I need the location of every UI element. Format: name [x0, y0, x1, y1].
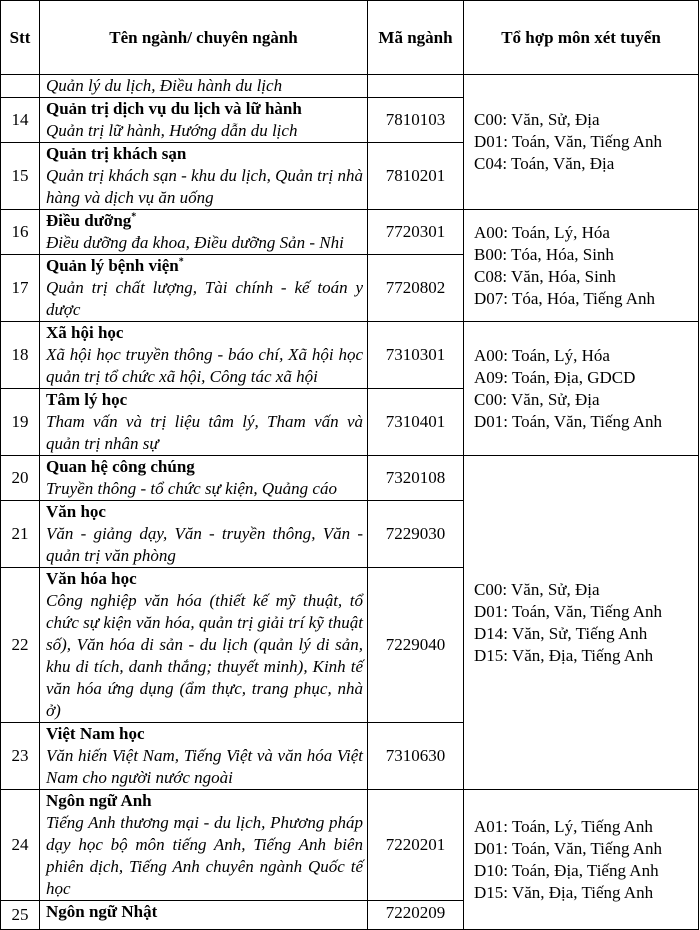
major-title-text: Quản lý bệnh viện: [46, 256, 179, 275]
major-cell: [40, 75, 368, 98]
major-title: Tâm lý học: [46, 390, 128, 409]
stt-cell: 16: [1, 210, 40, 255]
combination-line: D14: Văn, Sử, Tiếng Anh: [474, 623, 648, 643]
major-title: Việt Nam học: [46, 724, 145, 743]
major-title: Văn hóa học: [46, 569, 137, 588]
combination-line: D01: Toán, Văn, Tiếng Anh: [474, 838, 663, 858]
stt-cell: 22: [1, 568, 40, 723]
table-header-row: [1, 1, 699, 75]
major-cell: [40, 210, 368, 255]
code-cell: 7720802: [368, 255, 464, 322]
stt-cell: 23: [1, 723, 40, 790]
table-row: [1, 790, 699, 901]
stt-cell: 20: [1, 456, 40, 501]
major-title: Quản trị dịch vụ du lịch và lữ hành: [46, 99, 302, 118]
major-cell: [40, 322, 368, 389]
code-cell: 7310301: [368, 322, 464, 389]
stt-cell: 24: [1, 790, 40, 901]
major-title: [46, 210, 363, 232]
specialization-text: Xã hội học truyền thông - báo chí, Xã hội học quản trị tổ chức xã hội, Công tác xã hội: [46, 345, 363, 386]
major-title: Ngôn ngữ Anh: [46, 791, 152, 810]
specialization-text: Công nghiệp văn hóa (thiết kế mỹ thuật, tổ chức sự kiện văn hóa, quản trị giải trí kỹ thuật số), Văn hóa di sản - du lịch (quản lý di sản, khu di tích, danh thắng; thuyết minh), Kinh tế văn hóa ứng dụng (ẩm thực, trang phục, nhà ở): [46, 591, 363, 720]
header-major-name: Tên ngành/ chuyên ngành: [40, 1, 368, 75]
major-cell: [40, 790, 368, 901]
major-title: Quản trị khách sạn: [46, 144, 187, 163]
table-row: [1, 210, 699, 255]
header-major-code: Mã ngành: [368, 1, 464, 75]
major-cell: [40, 143, 368, 210]
specialization-text: Tiếng Anh thương mại - du lịch, Phương pháp dạy học bộ môn tiếng Anh, Tiếng Anh biên phiên dịch, Tiếng Anh chuyên ngành Quốc tế học: [46, 813, 363, 898]
combination-line: D15: Văn, Địa, Tiếng Anh: [474, 882, 654, 902]
major-title: Quan hệ công chúng: [46, 457, 195, 476]
combination-line: A00: Toán, Lý, Hóa: [474, 345, 610, 365]
code-cell: 7320108: [368, 456, 464, 501]
combination-line: C08: Văn, Hóa, Sinh: [474, 266, 616, 286]
combination-line: C00: Văn, Sử, Địa: [474, 110, 600, 129]
code-cell: 7220209: [368, 901, 464, 930]
code-cell: 7720301: [368, 210, 464, 255]
major-title: Xã hội học: [46, 323, 124, 342]
combination-line: D07: Tóa, Hóa, Tiếng Anh: [474, 288, 656, 308]
combination-group-3: [464, 322, 699, 456]
stt-cell: 15: [1, 143, 40, 210]
specialization-text: Quản trị chất lượng, Tài chính - kế toán y dược: [46, 278, 363, 319]
code-cell: [368, 75, 464, 98]
table-row-continuation: [1, 75, 699, 98]
code-cell: 7229030: [368, 501, 464, 568]
major-cell: [40, 389, 368, 456]
specialization-text: Điều dưỡng đa khoa, Điều dưỡng Sản - Nhi: [46, 233, 344, 252]
combination-group-1: [464, 75, 699, 210]
footnote-mark: *: [178, 256, 184, 268]
combination-line: D01: Toán, Văn, Tiếng Anh: [474, 601, 663, 621]
combination-line: D01: Toán, Văn, Tiếng Anh: [474, 411, 663, 431]
code-cell: 7810103: [368, 98, 464, 143]
combination-line: D01: Toán, Văn, Tiếng Anh: [474, 132, 663, 151]
code-cell: 7220201: [368, 790, 464, 901]
code-cell: 7229040: [368, 568, 464, 723]
major-title: [46, 255, 363, 277]
code-cell: 7810201: [368, 143, 464, 210]
table-row: [1, 456, 699, 501]
specialization-text: Văn hiến Việt Nam, Tiếng Việt và văn hóa Việt Nam cho người nước ngoài: [46, 746, 363, 787]
header-subject-combination: Tổ hợp môn xét tuyển: [464, 1, 699, 75]
combination-line: C00: Văn, Sử, Địa: [474, 579, 600, 599]
stt-cell: 14: [1, 98, 40, 143]
major-cell: [40, 568, 368, 723]
footnote-mark: *: [131, 211, 137, 223]
specialization-text: Văn - giảng dạy, Văn - truyền thông, Văn - quản trị văn phòng: [46, 524, 363, 565]
combination-group-5: [464, 790, 699, 930]
combination-line: C00: Văn, Sử, Địa: [474, 389, 600, 409]
combination-line: A00: Toán, Lý, Hóa: [474, 222, 610, 242]
major-title: Văn học: [46, 502, 106, 521]
stt-cell: [1, 75, 40, 98]
specialization-text: Tham vấn và trị liệu tâm lý, Tham vấn và quản trị nhân sự: [46, 412, 363, 453]
header-stt: Stt: [1, 1, 40, 75]
combination-line: D15: Văn, Địa, Tiếng Anh: [474, 645, 654, 665]
specialization-text: Quản lý du lịch, Điều hành du lịch: [46, 76, 283, 95]
major-cell: [40, 723, 368, 790]
major-cell: [40, 98, 368, 143]
stt-cell: 19: [1, 389, 40, 456]
combination-group-2: [464, 210, 699, 322]
specialization-text: Quản trị lữ hành, Hướng dẫn du lịch: [46, 121, 298, 140]
combination-group-4: [464, 456, 699, 790]
stt-cell: 21: [1, 501, 40, 568]
code-cell: 7310630: [368, 723, 464, 790]
combination-line: D10: Toán, Địa, Tiếng Anh: [474, 860, 659, 880]
stt-cell: 17: [1, 255, 40, 322]
stt-cell: 25: [1, 901, 40, 930]
table-row: [1, 322, 699, 389]
combination-line: C04: Toán, Văn, Địa: [474, 154, 615, 173]
combination-line: B00: Tóa, Hóa, Sinh: [474, 244, 614, 264]
major-cell: [40, 501, 368, 568]
major-cell: [40, 255, 368, 322]
specialization-text: Quản trị khách sạn - khu du lịch, Quản trị nhà hàng và dịch vụ ăn uống: [46, 166, 363, 207]
major-title-text: Điều dưỡng: [46, 211, 132, 230]
code-cell: 7310401: [368, 389, 464, 456]
major-cell: [40, 901, 368, 930]
specialization-text: Truyền thông - tổ chức sự kiện, Quảng cáo: [46, 479, 337, 498]
stt-cell: 18: [1, 322, 40, 389]
combination-line: A09: Toán, Địa, GDCD: [474, 367, 636, 387]
major-cell: [40, 456, 368, 501]
major-title: Ngôn ngữ Nhật: [46, 902, 158, 921]
combination-line: A01: Toán, Lý, Tiếng Anh: [474, 816, 653, 836]
